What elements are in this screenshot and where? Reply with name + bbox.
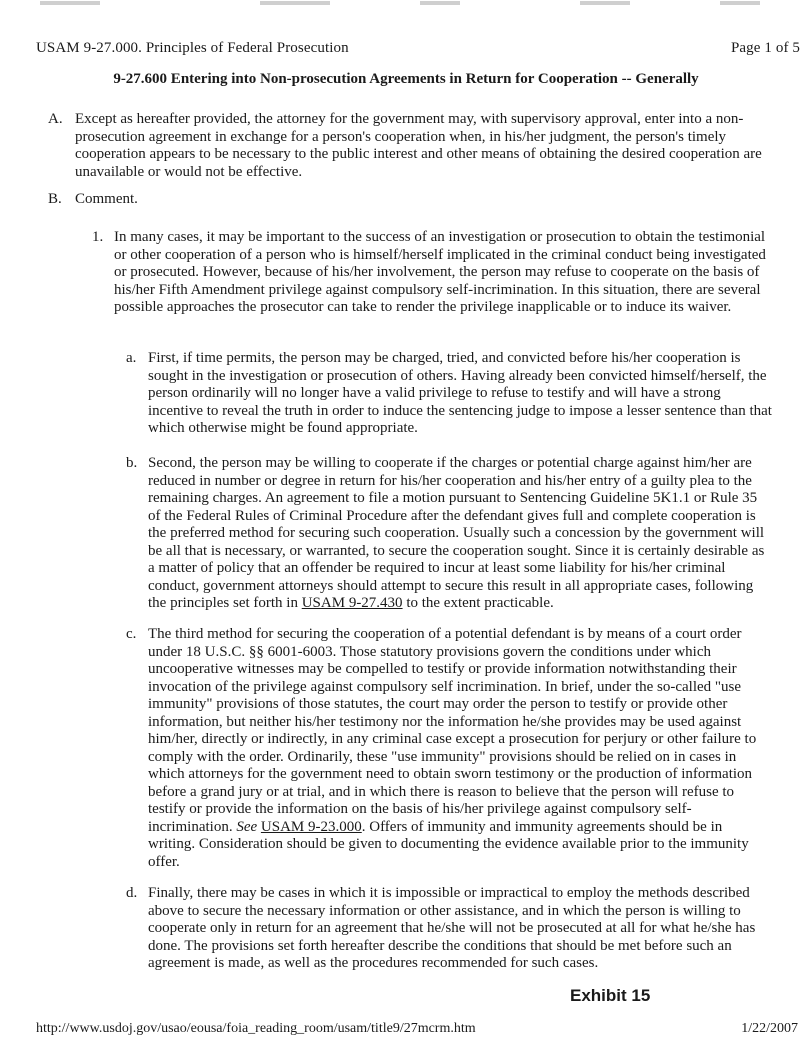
section-a-marker: A.	[48, 111, 63, 127]
item-b-text: Second, the person may be willing to cooperate if the charges or potential charge against him/her are reduced in number or degree in return for his/her cooperation and his/her entry of a guilty plea to the remaining charges. An agreement to file a motion pursuant to Sentencing Guideline 5K1.1 or Rule 35 of the Federal Rules of Criminal Procedure after the defendant gives full and complete cooperation is the preferred method for securing such cooperation. Usually such a concession by the government will be all that is necessary, or warranted, to secure the cooperation sought. Since it is certainly desirable as a matter of policy that an offender be required to incur at least some liability for his/her criminal conduct, government attorneys should attempt to secure this result in all appropriate cases, following the principles set forth in	[148, 455, 765, 611]
item-a-text: First, if time permits, the person may be charged, tried, and convicted before his/her cooperation is sought in the investigation or prosecution of others. Having already been convicted himself/herself, the person ordinarily will no longer have a valid privilege to refuse to testify and will have a strong incentive to reveal the truth in order to induce the sentencing judge to impose a lesser sentence than that which otherwise might be found appropriate.	[148, 350, 772, 436]
section-b-marker: B.	[48, 191, 62, 207]
item-d-marker: d.	[126, 885, 138, 901]
page-footer	[36, 1021, 800, 1037]
item-1-text: In many cases, it may be important to the success of an investigation or prosecution to obtain the testimonial or other cooperation of a person who is himself/herself implicated in the criminal conduct being investigated or prosecuted. However, because of his/her involvement, the person may refuse to cooperate on the basis of his/her Fifth Amendment privilege against compulsory self-incrimination. In this situation, there are several possible approaches the prosecutor can take to render the privilege inapplicable or to induce its waiver.	[114, 229, 766, 315]
scan-artifact-strip	[0, 0, 812, 6]
item-c-marker: c.	[126, 626, 137, 642]
section-title: 9-27.600 Entering into Non-prosecution Agreements in Return for Cooperation -- Generally	[113, 71, 699, 87]
footer-url: http://www.usdoj.gov/usao/eousa/foia_reading_room/usam/title9/27mcrm.htm	[36, 1021, 476, 1036]
header-page-number: Page 1 of 5	[730, 40, 800, 56]
item-1-marker: 1.	[92, 229, 104, 245]
usam-9-27-430-link[interactable]: USAM 9-27.430	[301, 595, 403, 611]
section-b	[48, 191, 788, 209]
footer-date: 1/22/2007	[741, 1021, 798, 1036]
header-document-title: USAM 9-27.000. Principles of Federal Prosecution	[36, 40, 349, 56]
item-c-text: The third method for securing the cooperation of a potential defendant is by means of a court order under 18 U.S.C. §§ 6001-6003. Those statutory provisions govern the conditions under which uncooperative witnesses may be compelled to testify or provide information notwithstanding their invocation of the privilege against compulsory self incrimination. In brief, under the so-called "use immunity" provisions of those statutes, the court may order the person to testify or provide other information, but neither his/her testimony nor the information he/she provides may be used against him/her, directly or indirectly, in any criminal case except a prosecution for perjury or other failure to comply with the order. Ordinarily, these "use immunity" provisions should be relied on in cases in which attorneys for the government need to obtain sworn testimony or the production of information before a grand jury or at trial, and in which there is reason to believe that the person will refuse to testify or provide the information on the basis of his/her privilege against compulsory self-incrimination.	[148, 626, 757, 835]
item-d	[126, 885, 772, 973]
item-c-text-after: . Offers of immunity and immunity agreements should be in writing. Consideration should be given to documenting the evidence available prior to the immunity offer.	[148, 818, 749, 870]
item-b-marker: b.	[126, 455, 138, 471]
item-c-see: See	[236, 818, 258, 835]
section-a-text: Except as hereafter provided, the attorney for the government may, with supervisory approval, enter into a non-prosecution agreement in exchange for a person's cooperation when, in his/her judgment, the person's timely cooperation appears to be necessary to the public interest and other means of obtaining the desired cooperation are unavailable or would not be effective.	[75, 111, 762, 180]
item-c	[126, 626, 772, 871]
usam-9-23-000-link[interactable]: USAM 9-23.000	[260, 818, 362, 835]
item-b-paragraph	[148, 455, 772, 613]
section-a	[48, 111, 788, 181]
item-b	[126, 455, 772, 613]
exhibit-label: Exhibit 15	[570, 986, 651, 1005]
item-d-text: Finally, there may be cases in which it is impossible or impractical to employ the methods described above to secure the necessary information or other assistance, and in which the person is willing to cooperate only in return for an agreement that he/she will not be prosecuted at all for what he/she has done. The provisions set forth hereafter describe the conditions that should be met before such an agreement is made, as well as the procedures recommended for such cases.	[148, 885, 756, 971]
item-a	[126, 350, 772, 438]
item-a-marker: a.	[126, 350, 137, 366]
item-b-text-after: to the extent practicable.	[402, 595, 554, 611]
item-1	[92, 229, 772, 317]
item-c-paragraph	[148, 626, 772, 871]
page-header	[36, 40, 800, 57]
section-b-text: Comment.	[75, 191, 138, 207]
